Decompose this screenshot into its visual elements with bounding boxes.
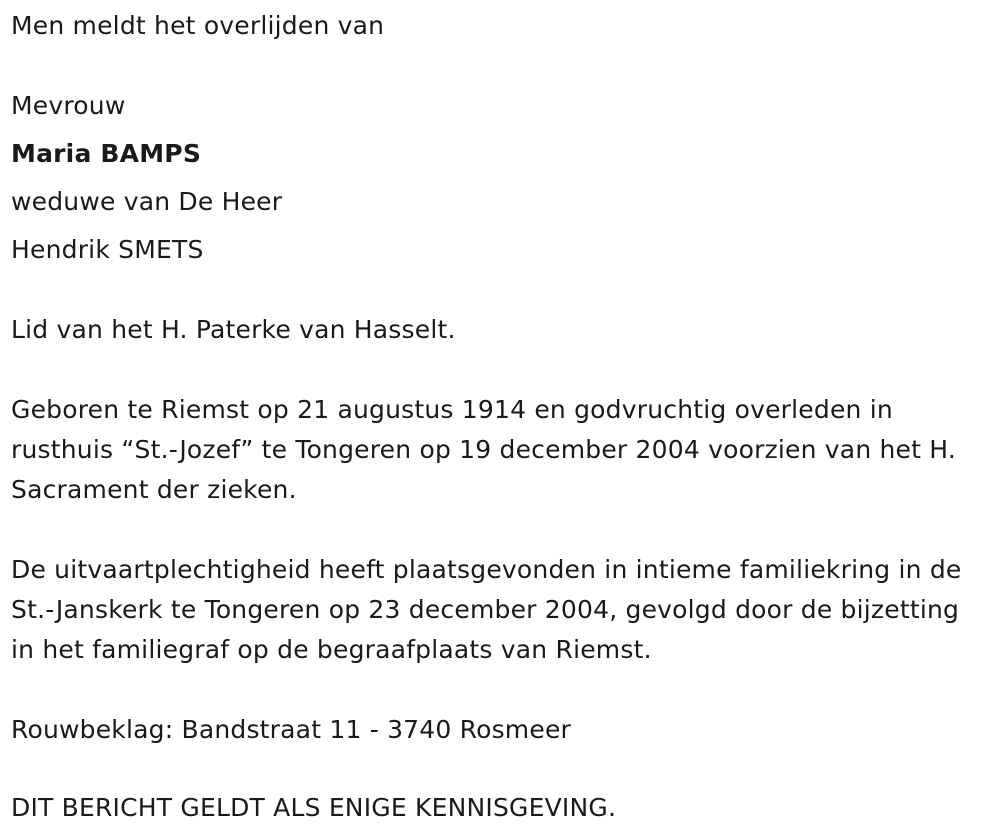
funeral-paragraph: De uitvaartplechtigheid heeft plaatsgevonden in intieme familiekring in de St.-Janskerk te Tongeren op 23 december 2004, gevolgd door de bijzetting in het familiegraf op de begraafplaats van Riemst. — [11, 555, 962, 664]
notice-text: DIT BERICHT GELDT ALS ENIGE KENNISGEVING. — [11, 793, 617, 822]
widow-of-line-1: weduwe van De Heer — [11, 187, 283, 216]
condolences-address: Rouwbeklag: Bandstraat 11 - 3740 Rosmeer — [11, 715, 572, 744]
membership-text: Lid van het H. Paterke van Hasselt. — [11, 315, 456, 344]
deceased-name: Maria BAMPS — [11, 139, 202, 168]
birth-death-paragraph: Geboren te Riemst op 21 augustus 1914 en godvruchtig overleden in rusthuis “St.-Jozef” te Tongeren op 19 december 2004 voorzien van het H. Sacrament der zieken. — [11, 395, 956, 504]
widow-of-line-2: Hendrik SMETS — [11, 235, 204, 264]
intro-text: Men meldt het overlijden van — [11, 11, 385, 40]
honorific: Mevrouw — [11, 91, 126, 120]
